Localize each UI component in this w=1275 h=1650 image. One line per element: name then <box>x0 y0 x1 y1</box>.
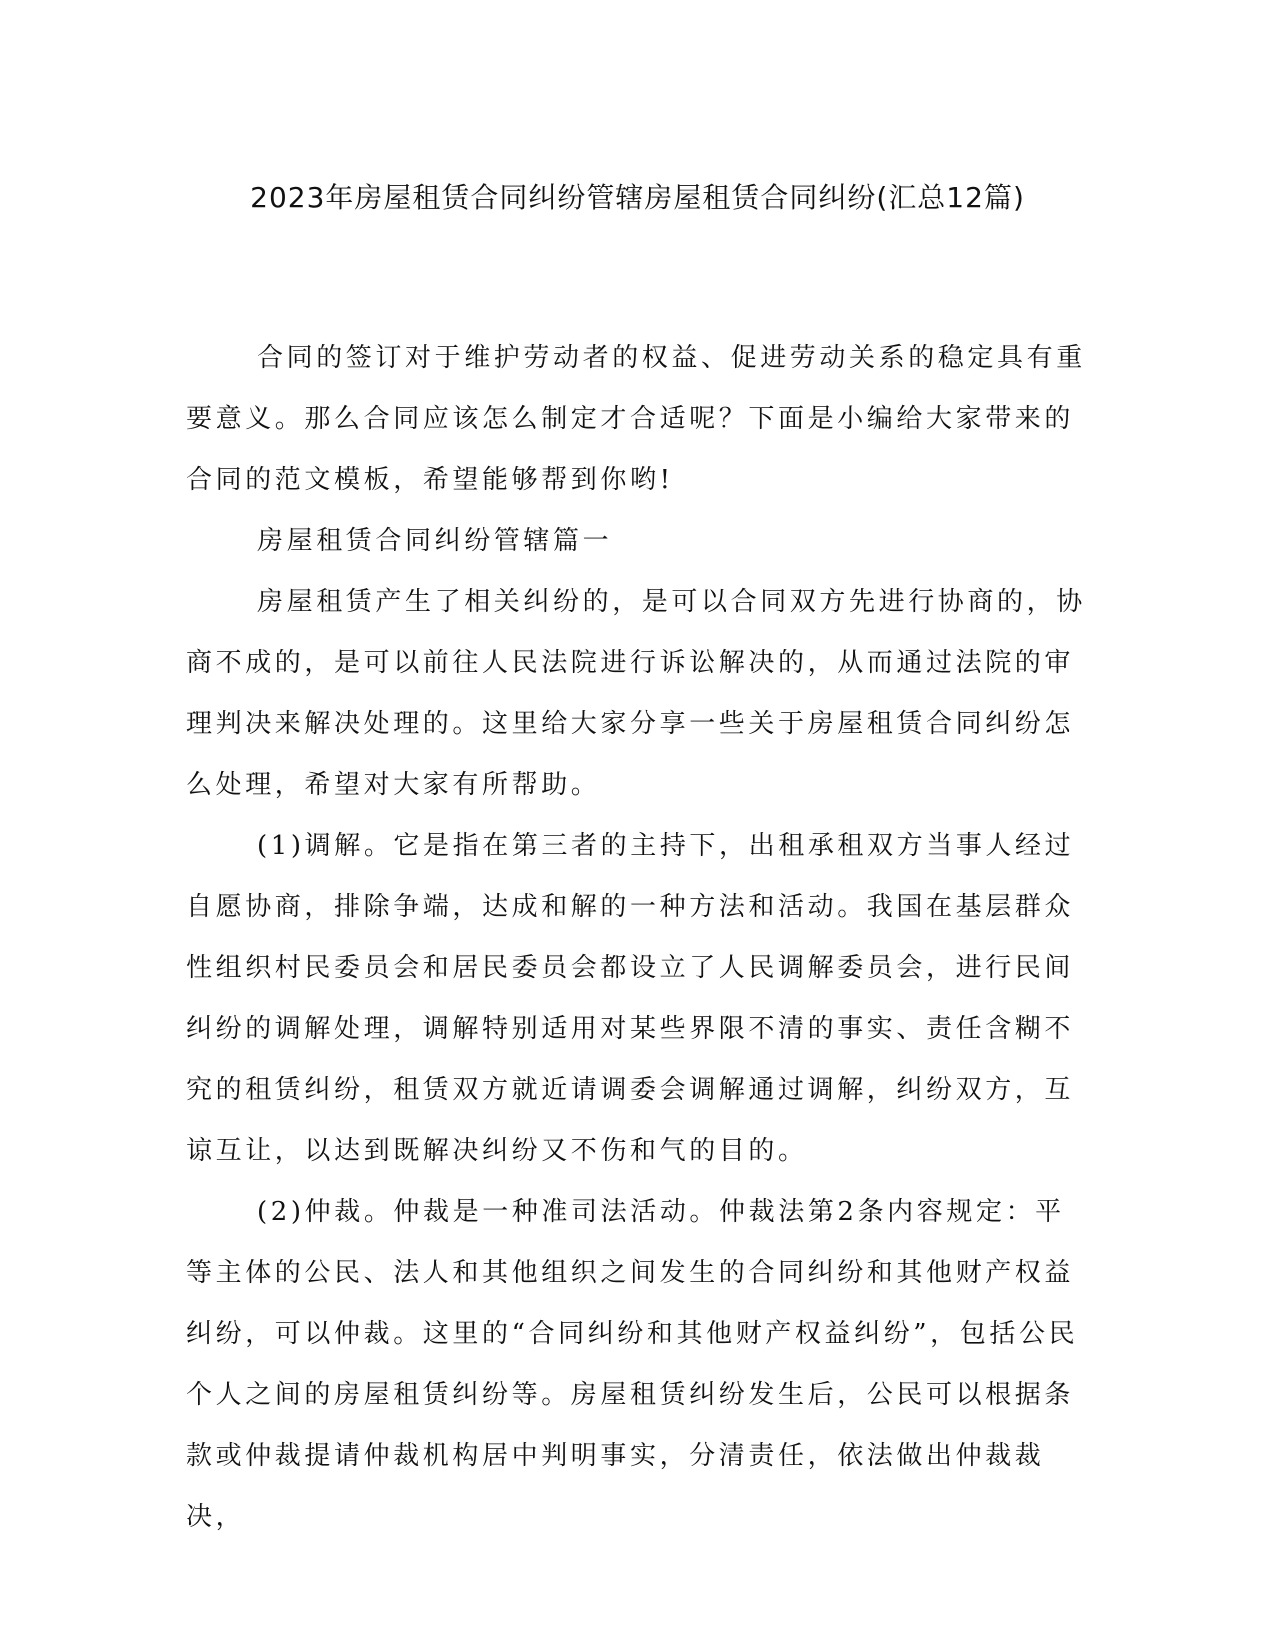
section-heading: 房屋租赁合同纠纷管辖篇一 <box>257 526 613 556</box>
document-title: 2023年房屋租赁合同纠纷管辖房屋租赁合同纠纷(汇总12篇) <box>250 181 1025 214</box>
body-paragraph-arbitration: (2)仲裁。仲裁是一种准司法活动。仲裁法第2条内容规定：平等主体的公民、法人和其他组织之间发生的合同纠纷和其他财产权益纠纷，可以仲裁。这里的“合同纠纷和其他财产权益纠纷”，包括公民个人之间的房屋租赁纠纷等。房屋租赁纠纷发生后，公民可以根据条款或仲裁提请仲裁机构居中判明事实，分清责任，依法做出仲裁裁决， <box>186 1197 1079 1532</box>
body-paragraph: 房屋租赁产生了相关纠纷的，是可以合同双方先进行协商的，协商不成的，是可以前往人民法院进行诉讼解决的，从而通过法院的审理判决来解决处理的。这里给大家分享一些关于房屋租赁合同纠纷怎么处理，希望对大家有所帮助。 <box>186 587 1086 800</box>
intro-paragraph: 合同的签订对于维护劳动者的权益、促进劳动关系的稳定具有重要意义。那么合同应该怎么制定才合适呢？下面是小编给大家带来的合同的范文模板，希望能够帮到你哟! <box>186 343 1086 495</box>
body-paragraph-mediation: (1)调解。它是指在第三者的主持下，出租承租双方当事人经过自愿协商，排除争端，达成和解的一种方法和活动。我国在基层群众性组织村民委员会和居民委员会都设立了人民调解委员会，进行民间纠纷的调解处理，调解特别适用对某些界限不清的事实、责任含糊不究的租赁纠纷，租赁双方就近请调委会调解通过调解，纠纷双方，互谅互让，以达到既解决纠纷又不伤和气的目的。 <box>186 831 1075 1166</box>
document-body <box>186 328 1086 1548</box>
